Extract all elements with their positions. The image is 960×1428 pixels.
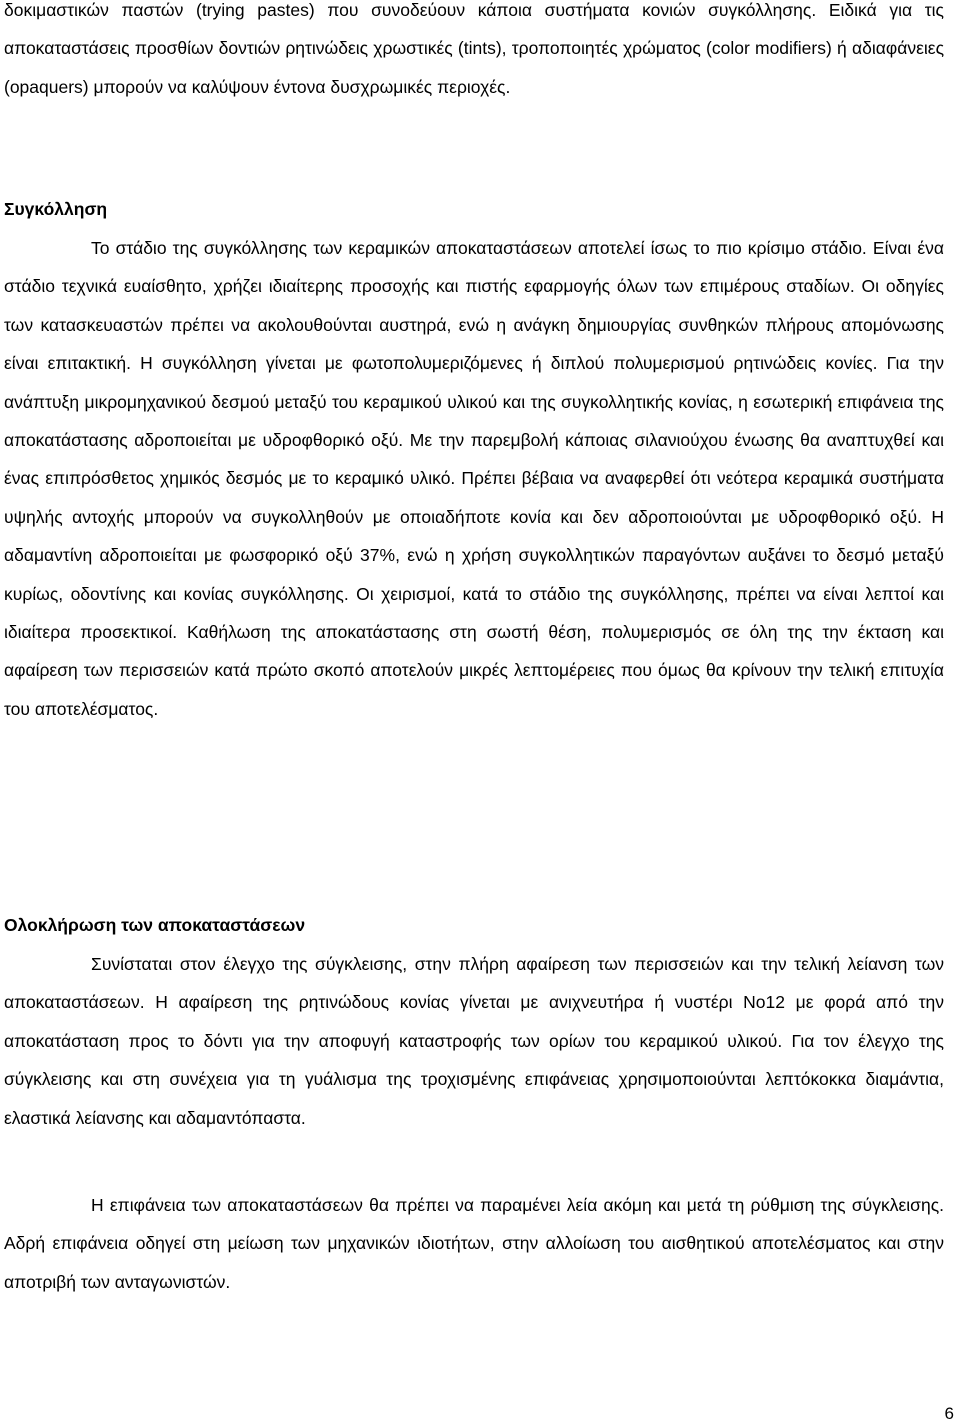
completion-paragraph-1: Συνίσταται στον έλεγχο της σύγκλεισης, στην πλήρη αφαίρεση των περισσειών και την τελική λείανση των αποκαταστάσεων. Η αφαίρεση της ρητινώδους κονίας γίνεται με ανιχνευτήρα ή νυστέρι Νο12 με φορά από την αποκατάσταση προς το δόντι για την αποφυγή καταστροφής των ορίων του κεραμικού υλικού. Για τον έλεγχο της σύγκλεισης και στη συνέχεια για τη γυάλισμα της τροχισμένης επιφάνειας χρησιμοποιούνται λεπτόκοκκα διαμάντια, ελαστικά λείανσης και αδαμαντόπαστα. [4, 954, 944, 1128]
completion-paragraph-2: Η επιφάνεια των αποκαταστάσεων θα πρέπει να παραμένει λεία ακόμη και μετά τη ρύθμιση της σύγκλεισης. Αδρή επιφάνεια οδηγεί στη μείωση των μηχανικών ιδιοτήτων, στην αλλοίωση του αισθητικού αποτελέσματος και στην αποτριβή των ανταγωνιστών. [4, 1195, 944, 1292]
intro-paragraph: δοκιμαστικών παστών (trying pastes) που συνοδεύουν κάποια συστήματα κονιών συγκόλλησης. Ειδικά για τις αποκαταστάσεις προσθίων δοντιών ρητινώδεις χρωστικές (tints), τροποποιητές χρώματος (color modifiers) ή αδιαφάνειες (opaquers) μπορούν να καλύψουν έντονα δυσχρωμικές περιοχές. [4, 0, 944, 97]
bonding-paragraph: Το στάδιο της συγκόλλησης των κεραμικών αποκαταστάσεων αποτελεί ίσως το πιο κρίσιμο στάδιο. Είναι ένα στάδιο τεχνικά ευαίσθητο, χρήζει ιδιαίτερης προσοχής και πιστής εφαρμογής όλων των επιμέρους σταδίων. Οι οδηγίες των κατασκευαστών πρέπει να ακολουθούνται αυστηρά, ενώ η ανάγκη δημιουργίας συνθηκών πλήρους απομόνωσης είναι επιτακτική. Η συγκόλληση γίνεται με φωτοπολυμεριζόμενες ή διπλού πολυμερισμού ρητινώδεις κονίες. Για την ανάπτυξη μικρομηχανικού δεσμού μεταξύ του κεραμικού υλικού και της συγκολλητικής κονίας, η εσωτερική επιφάνεια της αποκατάστασης αδροποιείται με υδροφθορικό οξύ. Με την παρεμβολή κάποιας σιλανιούχου ένωσης θα αναπτυχθεί και ένας επιπρόσθετος χημικός δεσμός με το κεραμικό υλικό. Πρέπει βέβαια να αναφερθεί ότι νεότερα κεραμικά συστήματα υψηλής αντοχής μπορούν να συγκολληθούν με οποιαδήποτε κονία και δεν αδροποιούνται με υδροφθορικό οξύ. Η αδαμαντίνη αδροποιείται με φωσφορικό οξύ 37%, ενώ η χρήση συγκολλητικών παραγόντων αυξάνει το δεσμό μεταξύ κυρίως, οδοντίνης και κονίας συγκόλλησης. Οι χειρισμοί, κατά το στάδιο της συγκόλλησης, πρέπει να είναι λεπτοί και ιδιαίτερα προσεκτικοί. Καθήλωση της αποκατάστασης στη σωστή θέση, πολυμερισμός σε όλη της την έκταση και αφαίρεση των περισσειών κατά πρώτο σκοπό αποτελούν μικρές λεπτομέρειες που όμως θα κρίνουν την τελική επιτυχία του αποτελέσματος. [4, 238, 944, 719]
section-heading-bonding: Συγκόλληση [4, 199, 108, 219]
page-number: 6 [944, 1404, 954, 1423]
section-heading-completion: Ολοκλήρωση των αποκαταστάσεων [4, 915, 306, 935]
